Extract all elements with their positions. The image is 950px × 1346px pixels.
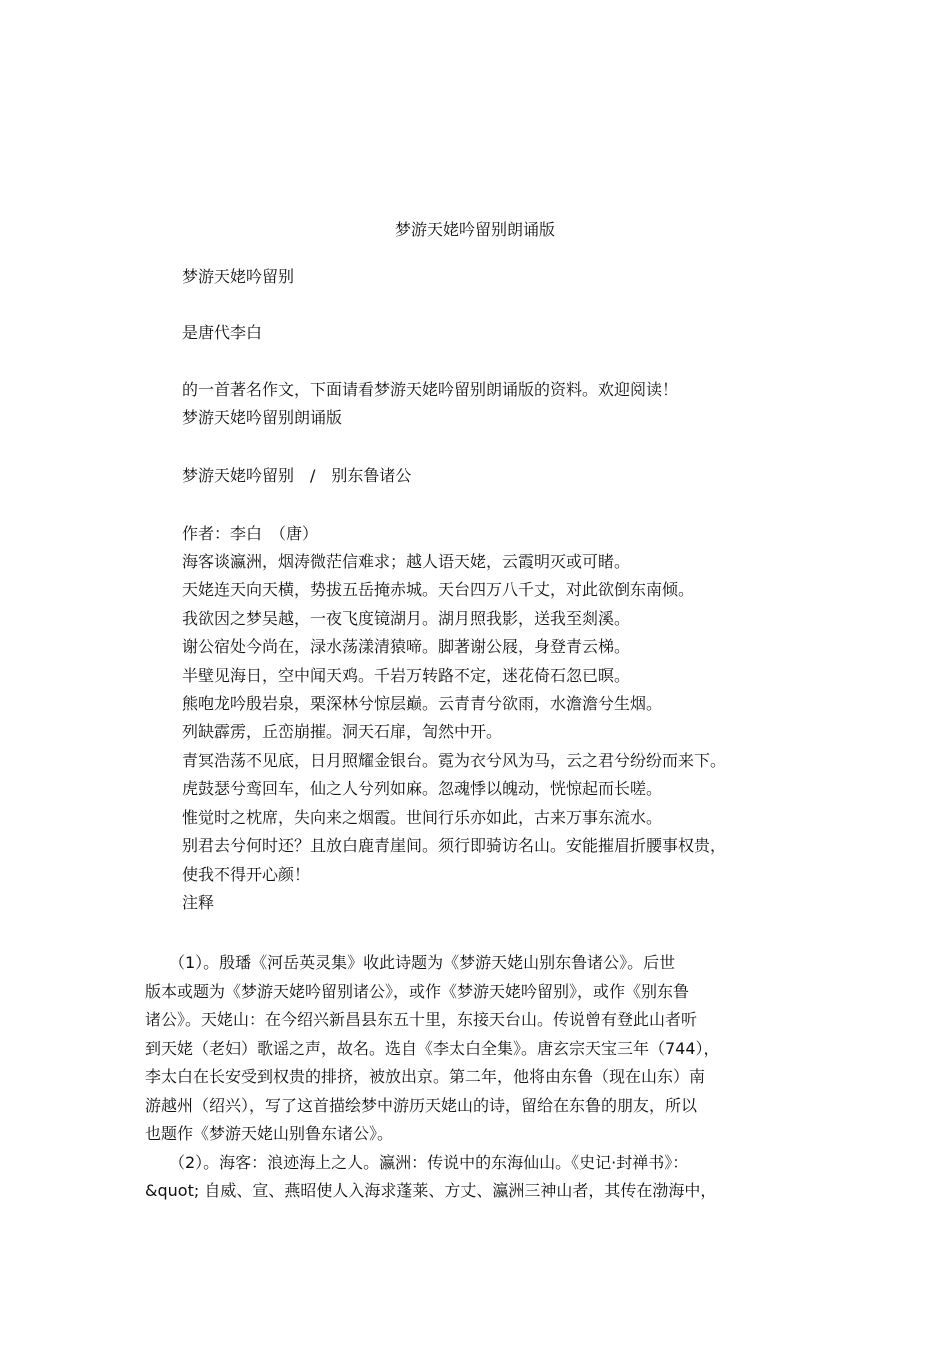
poem-line: 海客谈瀛洲，烟涛微茫信难求；越人语天姥，云霞明灭或可睹。: [182, 552, 631, 571]
intro-line: 梦游天姥吟留别: [182, 267, 295, 286]
poem-line: 半壁见海日，空中闻天鸡。千岩万转路不定，迷花倚石忽已暝。: [182, 666, 631, 685]
note-line: 到天姥（老妇）歌谣之声，故名。选自《李太白全集》。唐玄宗天宝三年（744），: [145, 1039, 720, 1058]
intro-line: 梦游天姥吟留别 / 别东鲁诸公: [182, 466, 412, 485]
note-line: 诸公》。天姥山：在今绍兴新昌县东五十里，东接天台山。传说曾有登此山者听: [145, 1010, 698, 1029]
poem-line: 谢公宿处今尚在，渌水荡漾清猿啼。脚著谢公屐，身登青云梯。: [182, 637, 631, 656]
poem-line: 使我不得开心颜！: [182, 865, 311, 884]
note-line: &quot; 自威、宣、燕昭使人入海求蓬莱、方丈、瀛洲三神山者，其传在渤海中，: [145, 1181, 717, 1200]
poem-line: 青冥浩荡不见底，日月照耀金银台。霓为衣兮风为马，云之君兮纷纷而来下。: [182, 751, 727, 770]
page-title: 梦游天姥吟留别朗诵版: [394, 220, 555, 239]
intro-line: 是唐代李白: [182, 323, 263, 342]
notes-heading: 注释: [182, 893, 215, 912]
note-line: 也题作《梦游天姥山别鲁东诸公》。: [145, 1124, 394, 1143]
poem-line: 虎鼓瑟兮鸾回车，仙之人兮列如麻。忽魂悸以魄动，恍惊起而长嗟。: [182, 779, 663, 798]
poem-line: 别君去兮何时还？且放白鹿青崖间。须行即骑访名山。安能摧眉折腰事权贵，: [182, 836, 727, 855]
poem-line: 天姥连天向天横，势拔五岳掩赤城。天台四万八千丈，对此欲倒东南倾。: [182, 580, 695, 599]
note-line: 版本或题为《梦游天姥吟留别诸公》，或作《梦游天姥吟留别》，或作《别东鲁: [145, 982, 690, 1001]
poem-line: 我欲因之梦吴越，一夜飞度镜湖月。湖月照我影，送我至剡溪。: [182, 609, 631, 628]
intro-line: 的一首著名作文，下面请看梦游天姥吟留别朗诵版的资料。欢迎阅读！: [182, 380, 679, 399]
poem-line: 熊咆龙吟殷岩泉，栗深林兮惊层巅。云青青兮欲雨，水澹澹兮生烟。: [182, 694, 663, 713]
note-line: 李太白在长安受到权贵的排挤，被放出京。第二年，他将由东鲁（现在山东）南: [145, 1067, 706, 1086]
intro-line: 梦游天姥吟留别朗诵版: [182, 408, 343, 427]
poem-line: 列缺霹雳，丘峦崩摧。洞天石扉，訇然中开。: [182, 722, 503, 741]
note-line: 游越州（绍兴），写了这首描绘梦中游历天姥山的诗，留给在东鲁的朋友，所以: [145, 1096, 698, 1115]
note-line: （2）。海客：浪迹海上之人。瀛洲：传说中的东海仙山。《史记·封禅书》：: [145, 1153, 689, 1172]
note-line: （1）。殷璠《河岳英灵集》收此诗题为《梦游天姥山别东鲁诸公》。后世: [145, 953, 676, 972]
author-line: 作者：李白 （唐）: [182, 524, 319, 543]
poem-line: 惟觉时之枕席，失向来之烟霞。世间行乐亦如此，古来万事东流水。: [182, 808, 663, 827]
